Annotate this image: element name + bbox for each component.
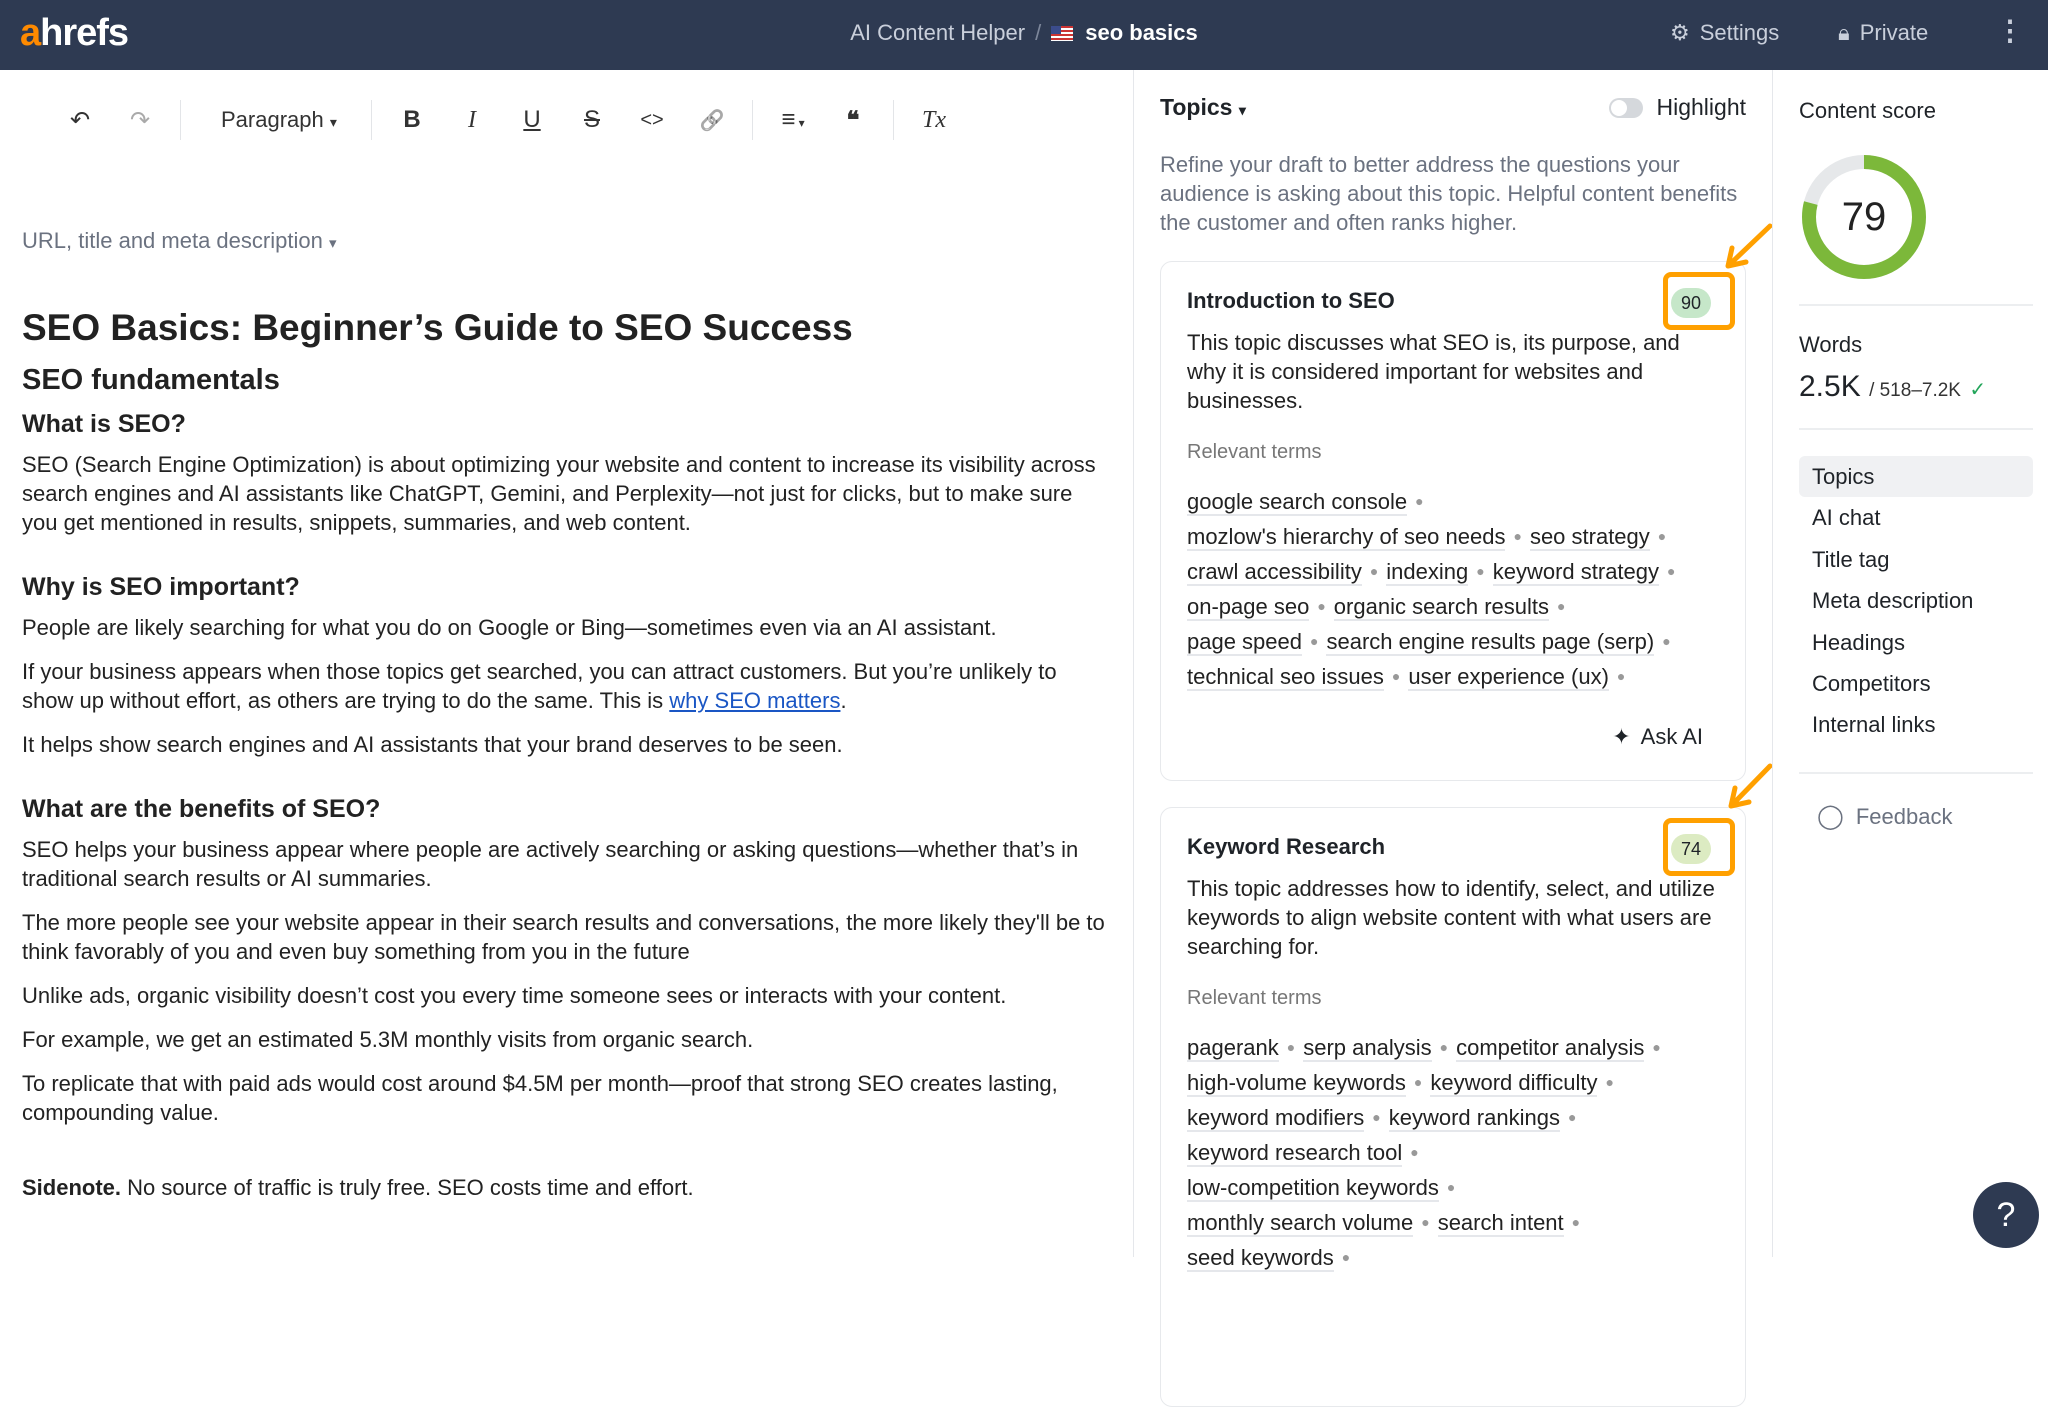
- relevant-term[interactable]: search intent: [1437, 1210, 1564, 1235]
- chevron-down-icon: ▾: [328, 235, 337, 252]
- bullet: ●: [1605, 1074, 1614, 1090]
- meta-toggle[interactable]: [22, 228, 336, 254]
- divider: [1799, 304, 2033, 306]
- topics-dropdown[interactable]: Topics ▾: [1160, 94, 1246, 120]
- relevant-term[interactable]: keyword difficulty: [1430, 1070, 1598, 1095]
- comment-icon: ◯: [1817, 803, 1844, 830]
- heading: Why is SEO important?: [22, 573, 300, 601]
- sidebar-nav: [1799, 456, 2033, 746]
- topic-score-badge: 74: [1671, 834, 1711, 864]
- private-label: Private: [1859, 20, 1929, 45]
- relevant-term[interactable]: page speed: [1187, 629, 1302, 654]
- sidebar-item-headings[interactable]: Headings: [1812, 629, 1905, 655]
- relevant-term[interactable]: seed keywords: [1187, 1245, 1334, 1270]
- divider: [752, 100, 753, 140]
- sidebar-item-meta-description[interactable]: Meta description: [1812, 588, 1974, 614]
- relevant-term[interactable]: on-page seo: [1187, 594, 1310, 619]
- topic-description: This topic discusses what SEO is, its purpose, and why it is considered important for websites and businesses.: [1187, 330, 1680, 413]
- bullet: ●: [1369, 563, 1379, 579]
- underline-icon[interactable]: U: [523, 106, 541, 133]
- strikethrough-icon[interactable]: S: [583, 106, 600, 133]
- feedback-button[interactable]: ◯ Feedback: [1817, 803, 1953, 830]
- content-score-label: Content score: [1799, 98, 1936, 123]
- annotation-arrows: [1134, 70, 1772, 870]
- paragraph: It helps show search engines and AI assistants that your brand deserves to be seen.: [22, 732, 843, 757]
- bullet: ●: [1513, 528, 1522, 544]
- topic-description: This topic addresses how to identify, select, and utilize keywords to align website content with what users are searching for.: [1187, 876, 1715, 959]
- redo-icon[interactable]: ↷: [129, 106, 151, 134]
- paragraph: If your business appears when those topics get searched, you can attract customers. But you’re unlikely to show up without effort, as others are trying to do the same. This is why SEO matters.: [22, 659, 1057, 713]
- relevant-term[interactable]: google search console: [1187, 489, 1408, 514]
- bullet: ●: [1341, 1249, 1351, 1265]
- link-icon[interactable]: 🔗: [699, 109, 725, 132]
- bullet: ●: [1557, 598, 1566, 614]
- relevant-term[interactable]: indexing: [1386, 559, 1469, 584]
- top-bar: [0, 0, 2048, 70]
- relevant-term[interactable]: serp analysis: [1303, 1035, 1432, 1060]
- ahrefs-logo[interactable]: ahrefs: [20, 12, 129, 54]
- bullet: ●: [1413, 1074, 1423, 1090]
- bullet: ●: [1421, 1214, 1430, 1230]
- editor-pane: [0, 70, 1134, 1257]
- divider: [180, 100, 181, 140]
- editor-toolbar: [50, 90, 964, 150]
- relevant-term[interactable]: high-volume keywords: [1187, 1070, 1406, 1095]
- divider: [371, 100, 372, 140]
- relevant-term[interactable]: crawl accessibility: [1187, 559, 1362, 584]
- breadcrumb-separator: /: [1035, 20, 1042, 45]
- content-score-donut: [1797, 150, 1931, 284]
- bullet: ●: [1391, 668, 1401, 684]
- lock-icon: 🔒︎: [1838, 20, 1850, 45]
- settings-button[interactable]: [1670, 20, 1779, 46]
- bullet: ●: [1667, 563, 1676, 579]
- relevant-term[interactable]: competitor analysis: [1456, 1035, 1645, 1060]
- block-type-select[interactable]: [191, 107, 361, 133]
- doc-title: SEO Basics: Beginner’s Guide to SEO Success: [22, 307, 853, 348]
- breadcrumb-doc: seo basics: [1085, 20, 1198, 45]
- divider: [893, 100, 894, 140]
- right-sidebar: [1772, 70, 2048, 1257]
- paragraph: SEO helps your business appear where people are actively searching or asking questions—whether that’s in traditional search results or AI summaries.: [22, 837, 1079, 891]
- paragraph: Unlike ads, organic visibility doesn’t cost you every time someone sees or interacts with your content.: [22, 983, 1007, 1008]
- divider: [1799, 772, 2033, 774]
- paragraph: The more people see your website appear in their search results and conversations, the more likely they'll be to think favorably of you and even buy something from you in the future: [22, 910, 1105, 964]
- bullet: ●: [1439, 1039, 1449, 1055]
- heading: SEO fundamentals: [22, 364, 280, 396]
- bullet: ●: [1286, 1039, 1296, 1055]
- sparkle-icon: ✦: [1612, 724, 1631, 749]
- highlight-label: Highlight: [1656, 94, 1746, 120]
- relevant-term[interactable]: pagerank: [1187, 1035, 1279, 1060]
- word-count: 2.5K / 518–7.2K ✓: [1799, 370, 1987, 403]
- gear-icon: ⚙: [1670, 20, 1690, 45]
- breadcrumb-app[interactable]: AI Content Helper: [850, 20, 1026, 45]
- relevant-term[interactable]: user experience (ux): [1408, 664, 1609, 689]
- code-icon[interactable]: <>: [640, 108, 664, 131]
- bullet: ●: [1567, 1109, 1577, 1125]
- check-icon: ✓: [1969, 379, 1987, 401]
- italic-icon[interactable]: I: [468, 106, 476, 133]
- relevant-term[interactable]: keyword rankings: [1388, 1105, 1560, 1130]
- paragraph: For example, we get an estimated 5.3M monthly visits from organic search.: [22, 1027, 754, 1052]
- why-seo-matters-link[interactable]: why SEO matters: [669, 688, 841, 713]
- relevant-term[interactable]: keyword research tool: [1187, 1140, 1403, 1165]
- private-button[interactable]: [1838, 20, 1928, 46]
- sidebar-item-topics[interactable]: Topics: [1799, 456, 2033, 497]
- undo-icon[interactable]: ↶: [69, 106, 91, 134]
- divider: [1799, 428, 2033, 430]
- bullet: ●: [1476, 563, 1485, 579]
- ask-ai-button[interactable]: ✦ Ask AI: [1612, 724, 1703, 749]
- more-menu-icon[interactable]: ⋮: [1996, 15, 2024, 46]
- paragraph: SEO (Search Engine Optimization) is about optimizing your website and content to increase its visibility across search engines and AI assistants like ChatGPT, Gemini, and Perplexity—not just for clicks, but to make sure you get mentioned in results, snippets, summaries, and web content.: [22, 452, 1096, 535]
- document-body[interactable]: [22, 306, 1112, 1217]
- relevant-term[interactable]: low-competition keywords: [1187, 1175, 1439, 1200]
- bullet: ●: [1616, 668, 1626, 684]
- bold-icon[interactable]: B: [403, 106, 421, 133]
- settings-label: Settings: [1699, 20, 1780, 45]
- quote-icon[interactable]: ❝: [846, 106, 860, 134]
- clear-format-icon[interactable]: Tx: [922, 106, 946, 133]
- align-icon[interactable]: ≡ ▾: [781, 106, 805, 133]
- bullet: ●: [1571, 1214, 1581, 1230]
- heading: What is SEO?: [22, 410, 186, 438]
- relevant-term[interactable]: monthly search volume: [1187, 1210, 1414, 1235]
- topic-score-badge: 90: [1671, 288, 1711, 318]
- topic-title: Keyword Research: [1187, 834, 1386, 859]
- relevant-term[interactable]: seo strategy: [1529, 524, 1650, 549]
- block-type-label: Paragraph: [221, 107, 324, 132]
- relevant-term[interactable]: mozlow's hierarchy of seo needs: [1187, 524, 1506, 549]
- help-button[interactable]: ?: [1973, 1182, 2039, 1248]
- sidenote: Sidenote. No source of traffic is truly free. SEO costs time and effort.: [22, 1175, 694, 1200]
- topic-card: [1160, 807, 1746, 1407]
- bullet: ●: [1662, 633, 1671, 649]
- sidebar-item-ai-chat[interactable]: AI chat: [1812, 505, 1881, 531]
- bullet: ●: [1657, 528, 1667, 544]
- heading: What are the benefits of SEO?: [22, 795, 381, 823]
- topics-intro: Refine your draft to better address the questions your audience is asking about this topic. Helpful content benefits the customer and often ranks higher.: [1160, 152, 1738, 235]
- relevant-term[interactable]: keyword modifiers: [1187, 1105, 1365, 1130]
- paragraph: People are likely searching for what you do on Google or Bing—sometimes even via an AI assistant.: [22, 615, 997, 640]
- sidebar-item-internal-links[interactable]: Internal links: [1812, 712, 1936, 738]
- meta-toggle-label: URL, title and meta description: [22, 228, 323, 253]
- bullet: ●: [1372, 1109, 1381, 1125]
- words-label: Words: [1799, 332, 1863, 357]
- chevron-down-icon: ▾: [1238, 102, 1246, 118]
- paragraph: To replicate that with paid ads would cost around $4.5M per month—proof that strong SEO creates lasting, compounding value.: [22, 1071, 1058, 1125]
- chevron-down-icon: ▾: [329, 114, 337, 130]
- sidebar-item-competitors[interactable]: Competitors: [1812, 670, 1931, 696]
- topic-title: Introduction to SEO: [1187, 288, 1395, 313]
- bullet: ●: [1652, 1039, 1661, 1055]
- bullet: ●: [1410, 1144, 1419, 1160]
- relevant-terms-label: Relevant terms: [1187, 987, 1322, 1009]
- content-score-value: 79: [1841, 195, 1887, 239]
- bullet: ●: [1415, 493, 1424, 509]
- relevant-terms-label: Relevant terms: [1187, 441, 1322, 463]
- us-flag-icon: [1051, 26, 1073, 41]
- relevant-term[interactable]: search engine results page (serp): [1326, 629, 1655, 654]
- relevant-term[interactable]: organic search results: [1333, 594, 1550, 619]
- bullet: ●: [1317, 598, 1326, 614]
- bullet: ●: [1310, 633, 1319, 649]
- topics-panel: [1134, 70, 1772, 1270]
- sidebar-item-title-tag[interactable]: Title tag: [1812, 546, 1890, 572]
- bullet: ●: [1446, 1179, 1456, 1195]
- relevant-term[interactable]: technical seo issues: [1187, 664, 1384, 689]
- relevant-term[interactable]: keyword strategy: [1492, 559, 1660, 584]
